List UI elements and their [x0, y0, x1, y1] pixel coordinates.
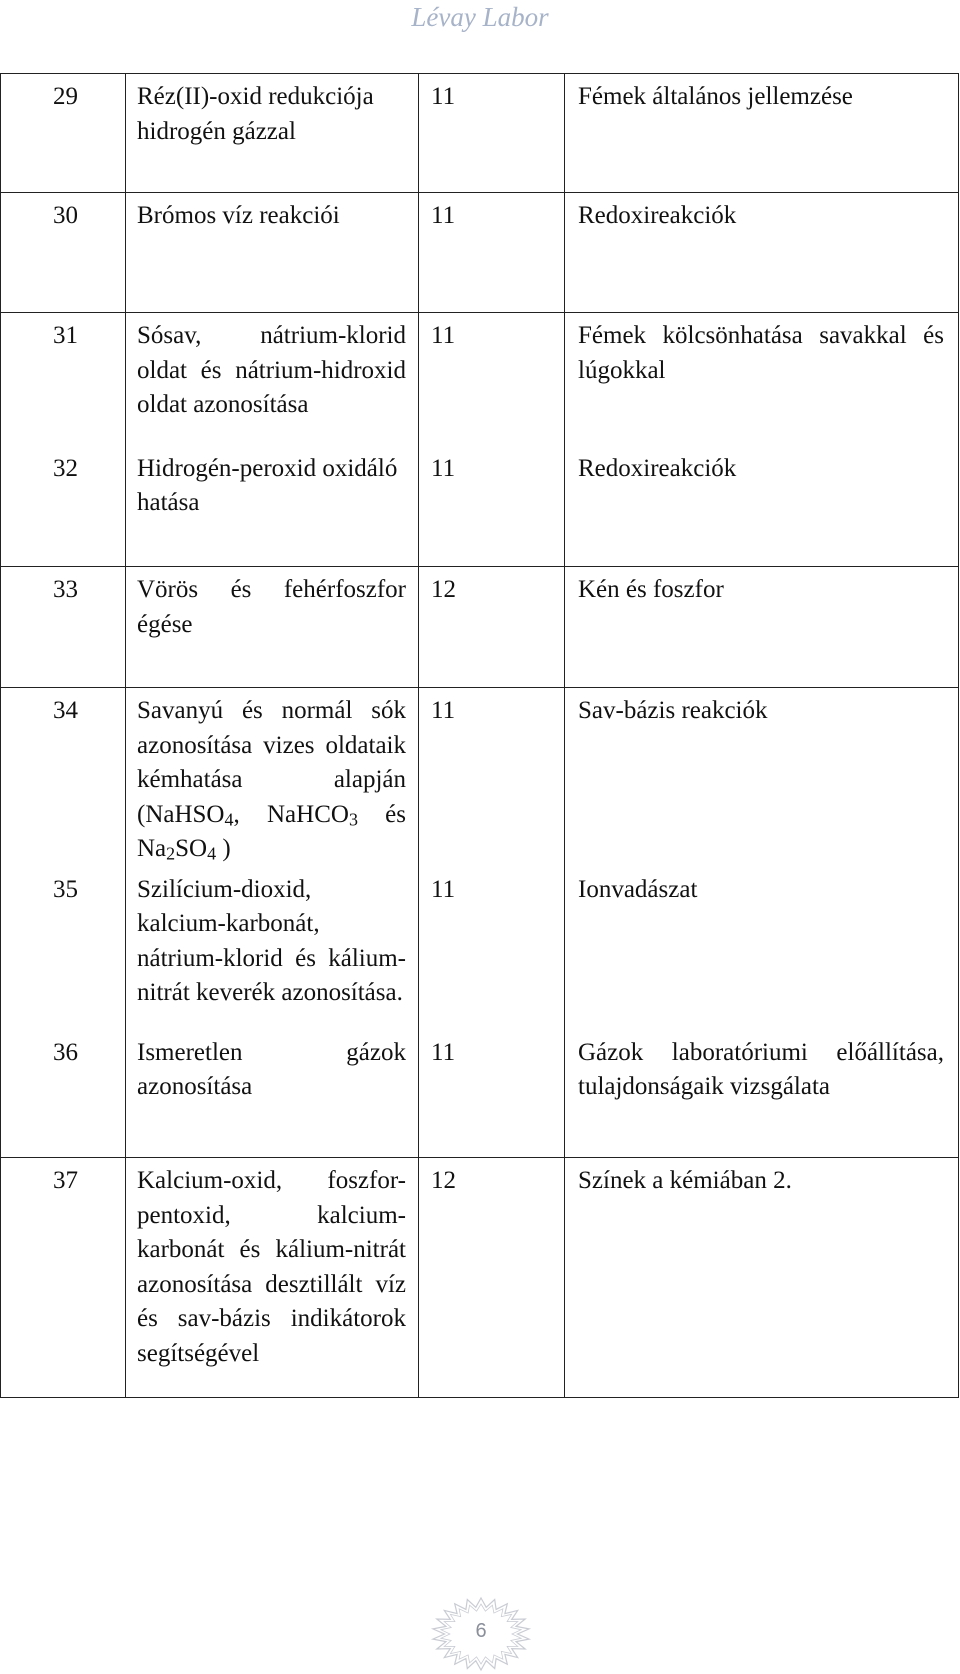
row-title: Vörös és fehérfoszfor égése — [126, 567, 419, 688]
subscript: 4 — [207, 843, 217, 864]
table-row — [1, 446, 959, 567]
table-row — [1, 193, 959, 313]
table-row — [1, 74, 959, 193]
row-topic: Ionvadászat — [565, 867, 959, 1030]
row-title — [126, 688, 419, 867]
page-number: 6 — [475, 1620, 487, 1642]
row-number: 34 — [1, 688, 126, 867]
row-topic: Színek a kémiában 2. — [565, 1158, 959, 1398]
row-grade: 11 — [419, 74, 565, 193]
row-title: Brómos víz reakciói — [126, 193, 419, 313]
row-grade: 11 — [419, 1030, 565, 1158]
row-title: Réz(II)-oxid redukciója hidrogén gázzal — [126, 74, 419, 193]
title-text: Savanyú és normál sók azonosítása vizes oldataik kémhatása alapján (NaHSO — [137, 697, 406, 828]
row-number: 33 — [1, 567, 126, 688]
title-text: SO — [175, 835, 208, 862]
row-topic: Redoxireakciók — [565, 446, 959, 567]
table-row — [1, 688, 959, 867]
row-number: 31 — [1, 313, 126, 446]
row-number: 36 — [1, 1030, 126, 1158]
subscript: 4 — [224, 809, 234, 830]
row-grade: 11 — [419, 446, 565, 567]
row-title: Sósav, nátrium-klorid oldat és nátrium-hidroxid oldat azonosítása — [126, 313, 419, 446]
row-title: Ismeretlen gázok azonosítása — [126, 1030, 419, 1158]
row-grade: 12 — [419, 567, 565, 688]
title-text: , NaHCO — [233, 800, 349, 828]
row-grade: 11 — [419, 313, 565, 446]
subscript: 2 — [166, 843, 176, 864]
row-number: 37 — [1, 1158, 126, 1398]
subscript: 3 — [348, 809, 358, 830]
row-topic: Fémek általános jellemzése — [565, 74, 959, 193]
row-topic: Kén és foszfor — [565, 567, 959, 688]
row-topic: Redoxireakciók — [565, 193, 959, 313]
table-row — [1, 1030, 959, 1158]
row-number: 32 — [1, 446, 126, 567]
row-title: Kalcium-oxid, foszfor-pentoxid, kalcium-karbonát és kálium-nitrát azonosítása desztillált víz és sav-bázis indikátorok segítségével — [126, 1158, 419, 1398]
experiments-table — [0, 73, 959, 1398]
table-row — [1, 567, 959, 688]
row-grade: 11 — [419, 867, 565, 1030]
row-topic: Fémek kölcsönhatása savakkal és lúgokkal — [565, 313, 959, 446]
table-row — [1, 867, 959, 1030]
page-number-badge — [426, 1594, 536, 1674]
row-topic: Gázok laboratóriumi előállítása, tulajdonságaik vizsgálata — [565, 1030, 959, 1158]
row-topic: Sav-bázis reakciók — [565, 688, 959, 867]
row-number: 29 — [1, 74, 126, 193]
row-grade: 11 — [419, 688, 565, 867]
title-text: ) — [216, 835, 231, 862]
row-title: Hidrogén-peroxid oxidáló hatása — [126, 446, 419, 567]
table-row — [1, 313, 959, 446]
table-row — [1, 1158, 959, 1398]
page-header-title: Lévay Labor — [411, 2, 549, 32]
row-grade: 11 — [419, 193, 565, 313]
row-title: Szilícium-dioxid, kalcium-karbonát, nátrium-klorid és kálium-nitrát keverék azonosítása. — [126, 867, 419, 1030]
row-number: 35 — [1, 867, 126, 1030]
title-text: és Na — [137, 800, 407, 862]
row-grade: 12 — [419, 1158, 565, 1398]
row-number: 30 — [1, 193, 126, 313]
